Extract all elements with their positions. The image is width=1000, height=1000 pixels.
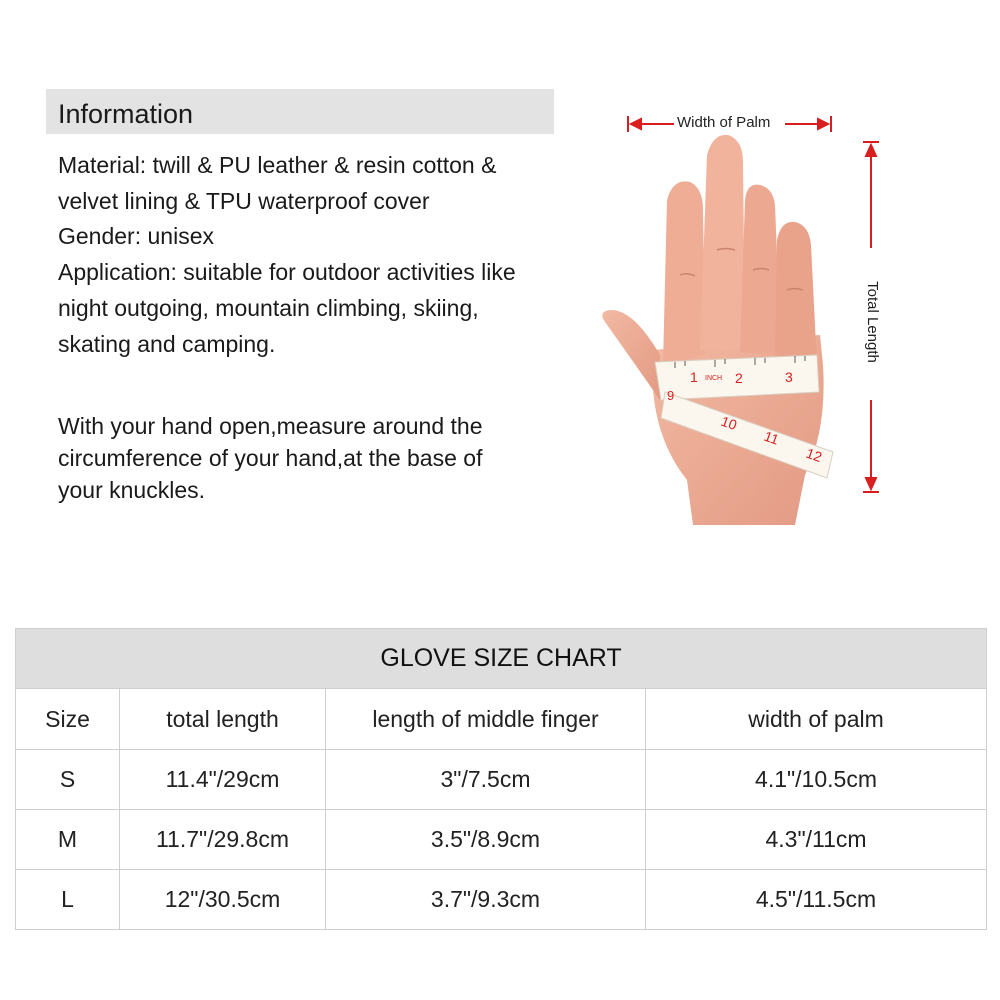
palm-width-cell: 4.5"/11.5cm <box>646 870 987 930</box>
tape-unit: INCH <box>705 375 723 382</box>
total-length-cell: 11.7"/29.8cm <box>120 810 326 870</box>
tape-number: 12 <box>803 444 825 466</box>
table-row <box>16 810 987 870</box>
size-cell: M <box>16 810 120 870</box>
middle-finger-cell: 3.7"/9.3cm <box>326 870 646 930</box>
size-cell: L <box>16 870 120 930</box>
measure-line: circumference of your hand,at the base of <box>58 445 483 471</box>
measure-instructions <box>58 410 578 506</box>
hand-shape <box>602 135 823 525</box>
information-text <box>58 148 578 362</box>
hand-measurement-figure <box>595 100 895 530</box>
info-line: Gender: unisex <box>58 223 214 250</box>
tape-number: 3 <box>785 369 793 385</box>
info-line: Material: twill & PU leather & resin cotton & <box>58 152 497 178</box>
tape-number: 2 <box>735 370 743 386</box>
info-line: velvet lining & TPU waterproof cover <box>58 187 430 214</box>
info-line: skating and camping. <box>58 330 276 357</box>
tape-number: 9 <box>667 388 675 403</box>
column-header: width of palm <box>646 689 987 750</box>
column-header: Size <box>16 689 120 750</box>
measure-line: With your hand open,measure around the <box>58 413 483 439</box>
info-line: night outgoing, mountain climbing, skiing, <box>58 294 479 321</box>
information-title: Information <box>58 99 194 129</box>
total-length-cell: 12"/30.5cm <box>120 870 326 930</box>
tape-number: 1 <box>690 369 698 385</box>
middle-finger-cell: 3.5"/8.9cm <box>326 810 646 870</box>
measure-line: your knuckles. <box>58 477 206 503</box>
column-header: total length <box>120 689 326 750</box>
table-row <box>16 870 987 930</box>
tape-number: 10 <box>718 412 740 434</box>
total-length-cell: 11.4"/29cm <box>120 750 326 810</box>
column-header: length of middle finger <box>326 689 646 750</box>
middle-finger-cell: 3"/7.5cm <box>326 750 646 810</box>
info-line: Application: suitable for outdoor activities like <box>58 259 516 286</box>
width-of-palm-label: Width of Palm <box>674 114 773 132</box>
palm-width-cell: 4.3"/11cm <box>646 810 987 870</box>
size-chart-title: GLOVE SIZE CHART <box>16 629 987 689</box>
glove-size-chart <box>15 628 987 930</box>
table-header-row <box>16 689 987 750</box>
palm-width-cell: 4.1"/10.5cm <box>646 750 987 810</box>
hand-illustration <box>595 100 895 530</box>
total-length-label: Total Length <box>863 278 881 366</box>
size-cell: S <box>16 750 120 810</box>
information-header <box>46 89 554 134</box>
table-row <box>16 750 987 810</box>
tape-number: 11 <box>761 427 782 448</box>
